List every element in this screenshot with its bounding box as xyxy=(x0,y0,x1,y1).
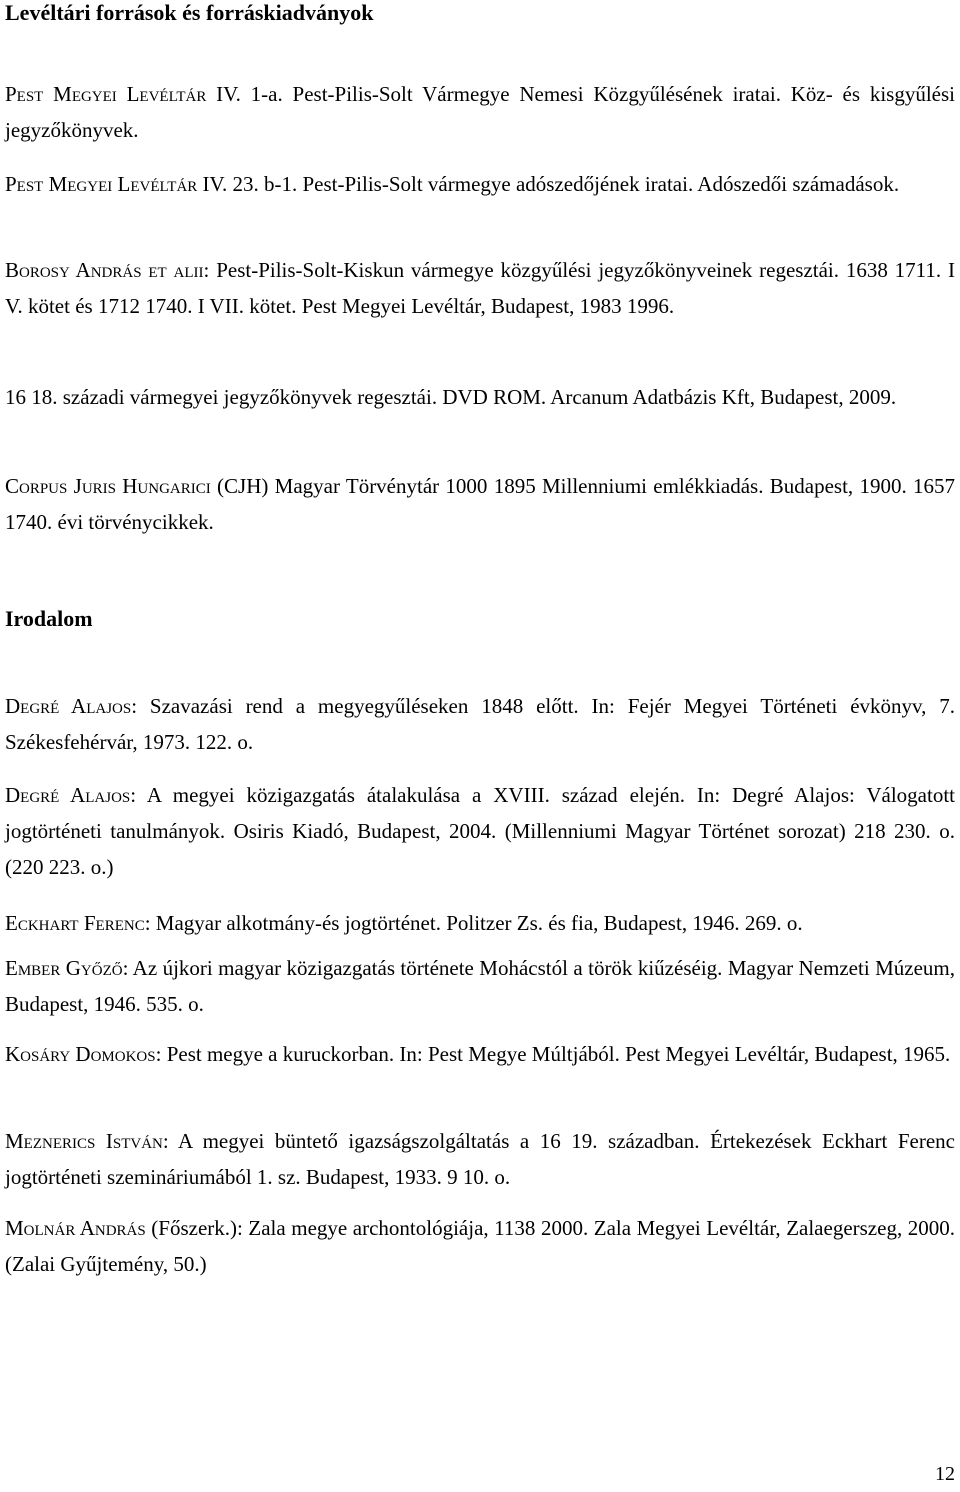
entry-text: : Magyar alkotmány-és jogtörténet. Politzer Zs. és fia, Budapest, 1946. 269. o. xyxy=(144,911,803,935)
entry-text: : A megyei büntető igazságszolgáltatás a 16 19. században. Értekezések Eckhart Ferenc jogtörténeti szemináriumából 1. sz. Budapest, 1933. 9 10. o. xyxy=(5,1129,955,1189)
entry-author: Degré Alajos xyxy=(5,783,131,807)
entry-text: (CJH) Magyar Törvénytár 1000 1895 Millenniumi emlékkiadás. Budapest, 1900. 1657 1740. évi törvénycikkek. xyxy=(5,474,955,534)
literature-entry xyxy=(5,777,955,885)
entry-author: Ember Győző xyxy=(5,956,123,980)
source-entry xyxy=(5,252,955,324)
entry-text: : Pest megye a kuruckorban. In: Pest Megye Múltjából. Pest Megyei Levéltár, Budapest, 1965. xyxy=(155,1042,951,1066)
entry-text: : Szavazási rend a megyegyűléseken 1848 előtt. In: Fejér Megyei Történeti évkönyv, 7. Székesfehérvár, 1973. 122. o. xyxy=(5,694,956,754)
entry-text: : Az újkori magyar közigazgatás története Mohácstól a török kiűzéséig. Magyar Nemzeti Múzeum, Budapest, 1946. 535. o. xyxy=(5,956,955,1016)
literature-entry xyxy=(5,905,955,941)
literature-heading: Irodalom xyxy=(5,606,93,631)
entry-text: 16 18. századi vármegyei jegyzőkönyvek regesztái. DVD ROM. Arcanum Adatbázis Kft, Budapest, 2009. xyxy=(5,385,897,409)
entry-author: Meznerics István xyxy=(5,1129,163,1153)
entry-text: IV. 23. b-1. Pest-Pilis-Solt vármegye adószedőjének iratai. Adószedői számadások. xyxy=(197,172,900,196)
entry-author: Pest Megyei Levéltár xyxy=(5,82,207,106)
literature-entry xyxy=(5,1036,955,1072)
sources-heading: Levéltári források és forráskiadványok xyxy=(5,0,374,25)
entry-author: Kosáry Domokos xyxy=(5,1042,156,1066)
source-entry xyxy=(5,76,955,148)
page-number: 12 xyxy=(935,1463,955,1485)
entry-author: Borosy András et alii xyxy=(5,258,204,282)
entry-author: Eckhart Ferenc xyxy=(5,911,145,935)
entry-author: Molnár András xyxy=(5,1216,146,1240)
literature-entry xyxy=(5,688,955,760)
entry-text: (Főszerk.): Zala megye archontológiája, 1138 2000. Zala Megyei Levéltár, Zalaegerszeg, 2000. (Zalai Gyűjtemény, 50.) xyxy=(5,1216,955,1276)
entry-text: : A megyei közigazgatás átalakulása a XVIII. század elején. In: Degré Alajos: Válogatott jogtörténeti tanulmányok. Osiris Kiadó, Budapest, 2004. (Millenniumi Magyar Történet sorozat) 218 230. o. (220 223. o.) xyxy=(5,783,956,879)
entry-author: Degré Alajos xyxy=(5,694,132,718)
source-entry xyxy=(5,166,955,202)
source-entry xyxy=(5,468,955,540)
literature-entry xyxy=(5,950,955,1022)
entry-author: Pest Megyei Levéltár xyxy=(5,172,198,196)
literature-entry xyxy=(5,1210,955,1282)
entry-text: : Pest-Pilis-Solt-Kiskun vármegye közgyűlési jegyzőkönyveinek regesztái. 1638 1711. I V. kötet és 1712 1740. I VII. kötet. Pest Megyei Levéltár, Budapest, 1983 1996. xyxy=(5,258,955,318)
source-entry xyxy=(5,379,955,415)
literature-entry xyxy=(5,1123,955,1195)
entry-text: IV. 1-a. Pest-Pilis-Solt Vármegye Nemesi Közgyűlésének iratai. Köz- és kisgyűlési jegyzőkönyvek. xyxy=(5,82,956,142)
entry-author: Corpus Juris Hungarici xyxy=(5,474,211,498)
